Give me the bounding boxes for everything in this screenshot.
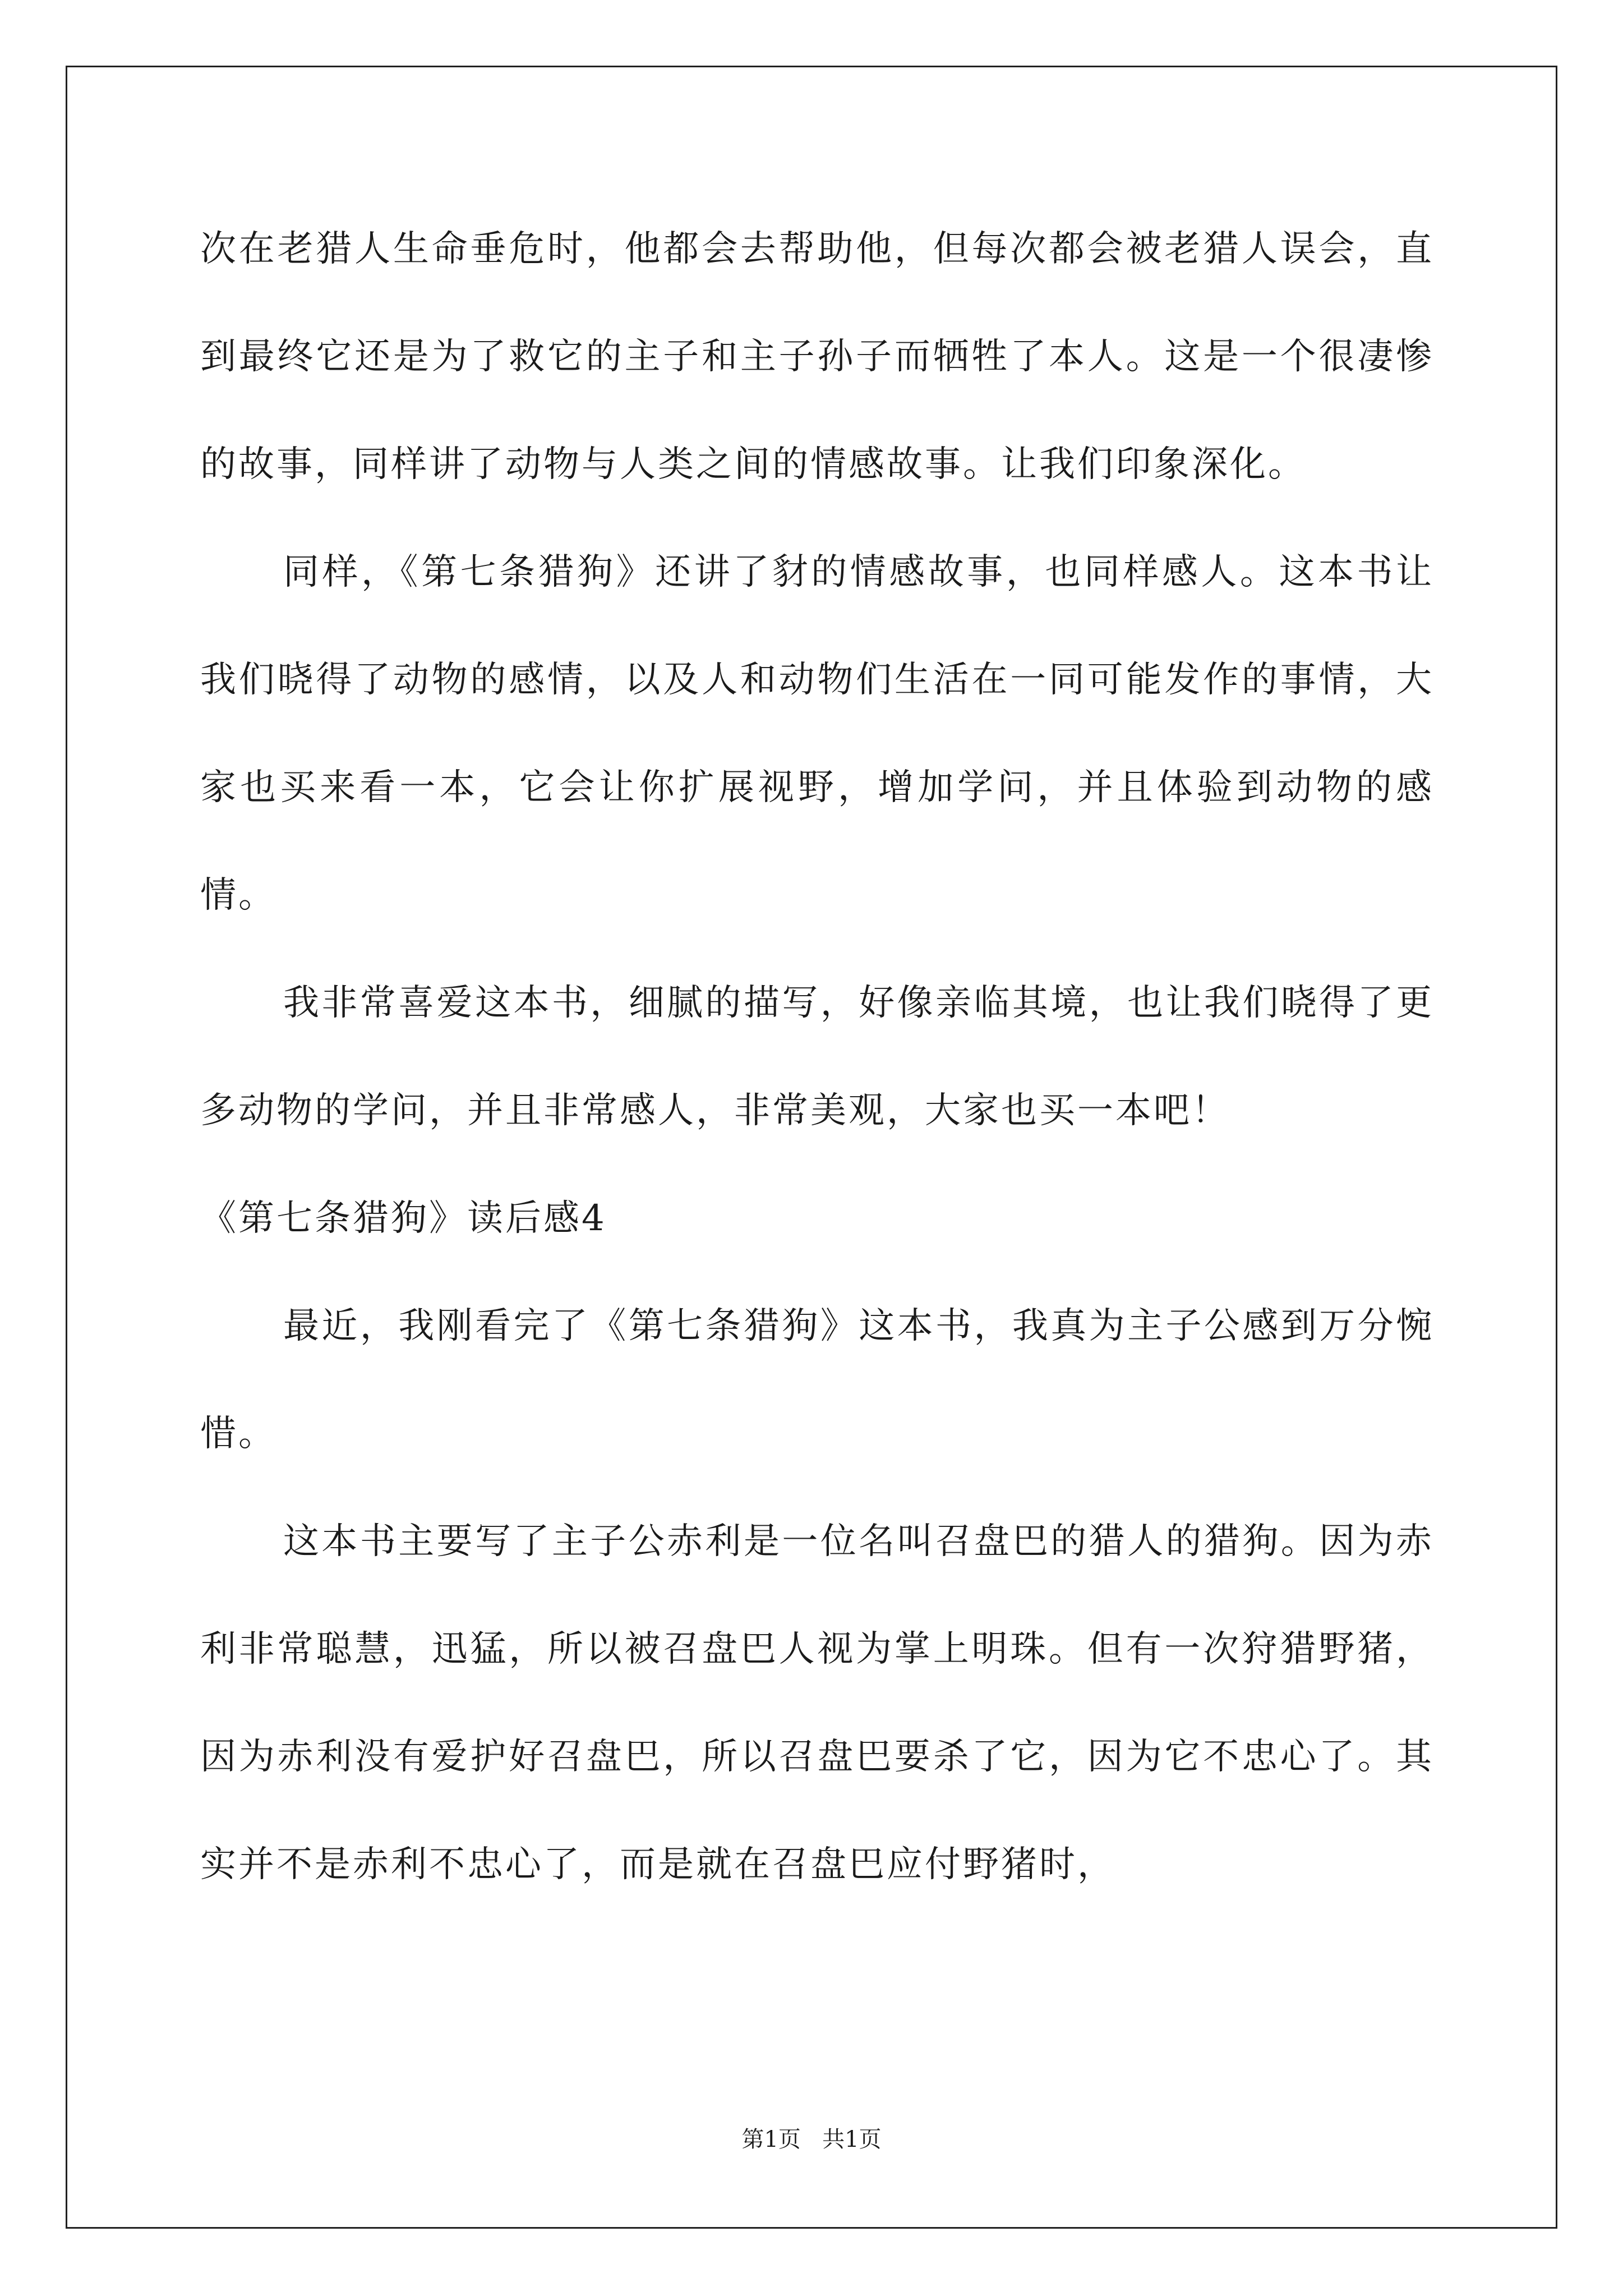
paragraph-3: 我非常喜爱这本书，细腻的描写，好像亲临其境，也让我们晓得了更多动物的学问，并且非常感人，非常美观，大家也买一本吧！ <box>200 982 1434 1131</box>
page-number: 第1页 <box>741 2127 801 2152</box>
paragraph-4: 最近，我刚看完了《第七条猎狗》这本书，我真为主子公感到万分惋惜。 <box>200 1305 1434 1455</box>
paragraph-5: 这本书主要写了主子公赤利是一位名叫召盘巴的猎人的猎狗。因为赤利非常聪慧，迅猛，所以被召盘巴人视为掌上明珠。但有一次狩猎野猪，因为赤利没有爱护好召盘巴，所以召盘巴要杀了它，因为它不忠心了。其实并不是赤利不忠心了，而是就在召盘巴应付野猪时， <box>200 1521 1434 1885</box>
page-footer <box>0 2122 1623 2154</box>
page-total: 共1页 <box>822 2127 882 2152</box>
section-heading: 《第七条猎狗》读后感4 <box>200 1198 607 1239</box>
paragraph-1: 次在老猎人生命垂危时，他都会去帮助他，但每次都会被老猎人误会，直到最终它还是为了救它的主子和主子孙子而牺牲了本人。这是一个很凄惨的故事，同样讲了动物与人类之间的情感故事。让我们印象深化。 <box>200 228 1434 485</box>
document-body <box>200 195 1434 1918</box>
paragraph-2: 同样，《第七条猎狗》还讲了豺的情感故事，也同样感人。这本书让我们晓得了动物的感情，以及人和动物们生活在一同可能发作的事情，大家也买来看一本，它会让你扩展视野，增加学问，并且体验到动物的感情。 <box>200 551 1434 916</box>
